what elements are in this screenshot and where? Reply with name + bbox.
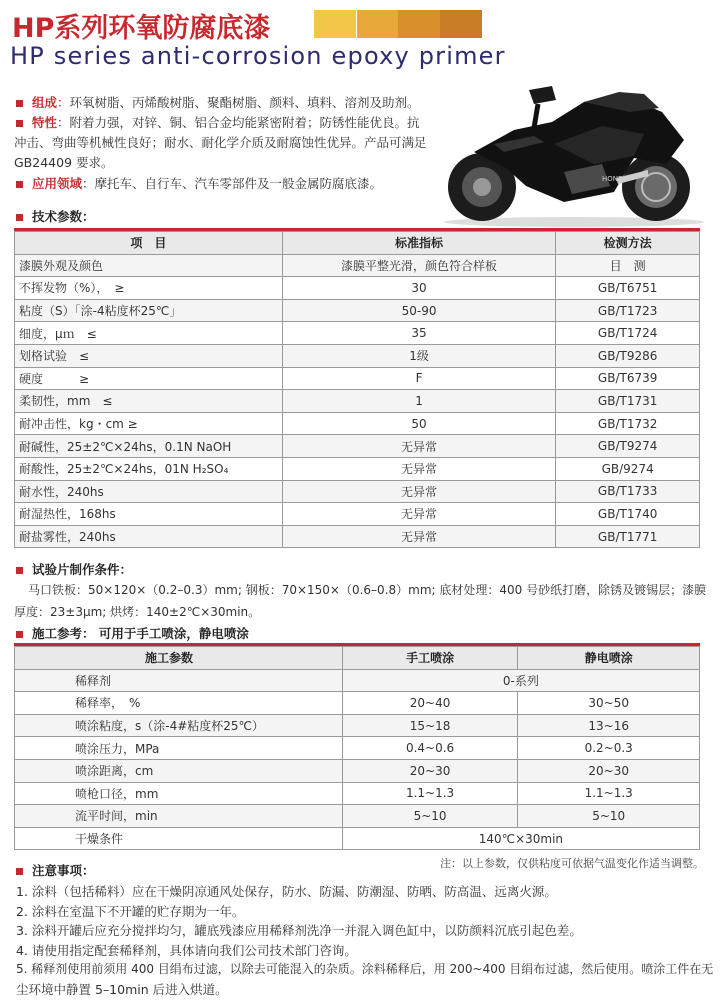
motorcycle-image xyxy=(434,82,712,227)
notes-list xyxy=(16,882,713,999)
composition-label: 组成 xyxy=(32,95,58,110)
color-swatch-1 xyxy=(314,10,356,38)
table-cell: GB/9274 xyxy=(556,457,700,480)
table-row xyxy=(15,503,700,526)
table-cell: 细度，μｍ ≤ xyxy=(15,322,283,345)
table-cell: 喷枪口径，mm xyxy=(15,782,343,805)
table-cell: 35 xyxy=(282,322,556,345)
table-cell: F xyxy=(282,367,556,390)
table-cell: 50 xyxy=(282,412,556,435)
table-cell: 柔韧性，mm ≤ xyxy=(15,390,283,413)
table-cell: 耐湿热性，168hs xyxy=(15,503,283,526)
table-row xyxy=(15,525,700,548)
table-cell: 稀释剂 xyxy=(15,669,343,692)
application-value: ：摩托车、自行车、汽车零部件及一般金属防腐底漆。 xyxy=(82,176,383,191)
table-row xyxy=(15,805,700,828)
list-item: 3. 涂料开罐后应充分搅拌均匀，罐底残漆应用稀释剂洗净一并混入调色缸中，以防颜料沉底引起色差。 xyxy=(16,923,582,938)
table-cell: 不挥发物（%）， ≥ xyxy=(15,277,283,300)
table-cell: 耐水性，240hs xyxy=(15,480,283,503)
table-cell: 硬度 ≥ xyxy=(15,367,283,390)
table-row xyxy=(15,714,700,737)
table-cell: 0-系列 xyxy=(342,669,699,692)
table-cell: 30 xyxy=(282,277,556,300)
bullet-square xyxy=(16,181,23,188)
table-row xyxy=(15,390,700,413)
table-row xyxy=(15,782,700,805)
table-cell: 耐盐雾性，240hs xyxy=(15,525,283,548)
features-text xyxy=(32,113,420,133)
table-cell: 耐碱性，25±2℃×24hs，0.1N NaOH xyxy=(15,435,283,458)
table-cell: 粘度（S）「涂-4粘度杯25℃」 xyxy=(15,299,283,322)
table-cell: 50-90 xyxy=(282,299,556,322)
table-row xyxy=(15,827,700,850)
bullet-square xyxy=(16,120,23,127)
table-cell: GB/T1733 xyxy=(556,480,700,503)
tech-params-table xyxy=(14,231,700,548)
bullet-square xyxy=(16,100,23,107)
table-cell: 5~10 xyxy=(518,805,700,828)
composition-value: ：环氧树脂、丙烯酸树脂、聚酯树脂、颜料、填料、溶剂及助剂。 xyxy=(57,95,420,110)
color-swatch-2 xyxy=(357,10,399,38)
table-header-row xyxy=(15,647,700,670)
table-cell: 耐酸性，25±2℃×24hs，01N H₂SO₄ xyxy=(15,457,283,480)
motorcycle-brand-text: HONDA xyxy=(602,175,629,183)
table-cell: 20~40 xyxy=(342,692,518,715)
table-cell: 20~30 xyxy=(342,759,518,782)
list-item: 2. 涂料在室温下不开罐的贮存期为一年。 xyxy=(16,903,245,919)
test-panel-title: 试验片制作条件： xyxy=(32,562,133,577)
table-cell: 喷涂粘度，s（涂-4#粘度杯25℃） xyxy=(15,714,343,737)
table-cell: 喷涂压力，MPa xyxy=(15,737,343,760)
bullet-square xyxy=(16,868,23,875)
table-cell: 15~18 xyxy=(342,714,518,737)
table-cell: 无异常 xyxy=(282,435,556,458)
list-item: 5. 稀释剂使用前须用 400 目绢布过滤，以除去可能混入的杂质。涂料稀释后，用 200~400 目绢布过滤，然后使用。喷涂工件在无 xyxy=(16,962,714,976)
table-row xyxy=(15,277,700,300)
table-row xyxy=(15,692,700,715)
table-row xyxy=(15,299,700,322)
table-cell: 1级 xyxy=(282,344,556,367)
construction-table xyxy=(14,646,700,850)
notes-title: 注意事项： xyxy=(32,863,95,878)
table-row xyxy=(15,737,700,760)
construction-footnote: 注：以上参数，仅供粘度可依据气温变化作适当调整。 xyxy=(440,857,704,870)
list-item: 4. 请使用指定配套稀释剂，具体请向我们公司技术部门咨询。 xyxy=(16,942,357,958)
table-cell: GB/T1771 xyxy=(556,525,700,548)
table-cell: 无异常 xyxy=(282,525,556,548)
table-cell: 5~10 xyxy=(342,805,518,828)
features-line-3: GB24409 要求。 xyxy=(14,155,114,170)
table-cell: 无异常 xyxy=(282,480,556,503)
table-cell: GB/T9286 xyxy=(556,344,700,367)
table-cell: 无异常 xyxy=(282,503,556,526)
table-cell: 干燥条件 xyxy=(15,827,343,850)
application-text xyxy=(32,174,382,194)
table-cell: 无异常 xyxy=(282,457,556,480)
table-header-cell: 手工喷涂 xyxy=(342,647,518,670)
table-cell: 140℃×30min xyxy=(342,827,699,850)
table-header-cell: 检测方法 xyxy=(556,232,700,255)
table-header-cell: 静电喷涂 xyxy=(518,647,700,670)
table-cell: GB/T1723 xyxy=(556,299,700,322)
table-cell: 目 测 xyxy=(556,254,700,277)
table-cell: 喷涂距离，cm xyxy=(15,759,343,782)
table-row xyxy=(15,412,700,435)
table-cell: 漆膜平整光滑，颜色符合样板 xyxy=(282,254,556,277)
table-header-cell: 施工参数 xyxy=(15,647,343,670)
features-line-2: 冲击、弯曲等机械性良好；耐水、耐化学介质及耐腐蚀性优异。产品可满足 xyxy=(14,135,427,150)
list-item: 尘环境中静置 5–10min 后进入烘道。 xyxy=(16,981,228,997)
table-cell: 20~30 xyxy=(518,759,700,782)
table-cell: 稀释率， % xyxy=(15,692,343,715)
table-cell: GB/T1740 xyxy=(556,503,700,526)
table-cell: 流平时间，min xyxy=(15,805,343,828)
table-cell: 1.1~1.3 xyxy=(342,782,518,805)
table-row xyxy=(15,457,700,480)
color-swatch-4 xyxy=(440,10,482,38)
bullet-square xyxy=(16,214,23,221)
table-cell: 耐冲击性，kg・cm ≥ xyxy=(15,412,283,435)
features-line-1: ：附着力强，对锌、铜、铝合金均能紧密附着；防锈性能优良。抗 xyxy=(57,115,420,130)
table-row xyxy=(15,759,700,782)
test-panel-line-1: 马口铁板：50×120×（0.2–0.3）mm; 钢板：70×150×（0.6–0.8）mm; 底材处理：400 号砂纸打磨，除锈及镀锡层；漆膜 xyxy=(28,583,707,597)
bullet-square xyxy=(16,567,23,574)
test-panel-line-2: 厚度：23±3μm; 烘烤：140±2℃×30min。 xyxy=(14,605,261,619)
table-header-cell: 标准指标 xyxy=(282,232,556,255)
list-item: 1. 涂料（包括稀料）应在干燥阴凉通风处保存，防水、防漏、防潮湿、防晒、防高温、远离火源。 xyxy=(16,884,557,899)
table-cell: 划格试验 ≤ xyxy=(15,344,283,367)
table-cell: 1 xyxy=(282,390,556,413)
table-cell: GB/T6751 xyxy=(556,277,700,300)
tech-section-title: 技术参数： xyxy=(32,209,95,224)
page-title: HP系列环氧防腐底漆 xyxy=(12,13,271,44)
table-cell: 漆膜外观及颜色 xyxy=(15,254,283,277)
table-row xyxy=(15,669,700,692)
table-cell: 30~50 xyxy=(518,692,700,715)
table-cell: GB/T1724 xyxy=(556,322,700,345)
table-row xyxy=(15,254,700,277)
table-row xyxy=(15,322,700,345)
table-header-row xyxy=(15,232,700,255)
table-cell: GB/T6739 xyxy=(556,367,700,390)
table-row xyxy=(15,344,700,367)
color-swatch-3 xyxy=(398,10,440,38)
table-cell: GB/T1732 xyxy=(556,412,700,435)
construction-title: 施工参考： 可用于手工喷涂，静电喷涂 xyxy=(32,626,249,641)
table-cell: 0.2~0.3 xyxy=(518,737,700,760)
page-subtitle: HP series anti-corrosion epoxy primer xyxy=(10,42,506,70)
table-header-cell: 项 目 xyxy=(15,232,283,255)
bullet-square xyxy=(16,631,23,638)
table-row xyxy=(15,480,700,503)
table-row xyxy=(15,435,700,458)
application-label: 应用领域 xyxy=(32,176,83,191)
table-cell: 13~16 xyxy=(518,714,700,737)
table-cell: 0.4~0.6 xyxy=(342,737,518,760)
table-row xyxy=(15,367,700,390)
table-cell: GB/T1731 xyxy=(556,390,700,413)
table-cell: 1.1~1.3 xyxy=(518,782,700,805)
features-label: 特性 xyxy=(32,115,58,130)
table-cell: GB/T9274 xyxy=(556,435,700,458)
composition-text xyxy=(32,93,420,113)
